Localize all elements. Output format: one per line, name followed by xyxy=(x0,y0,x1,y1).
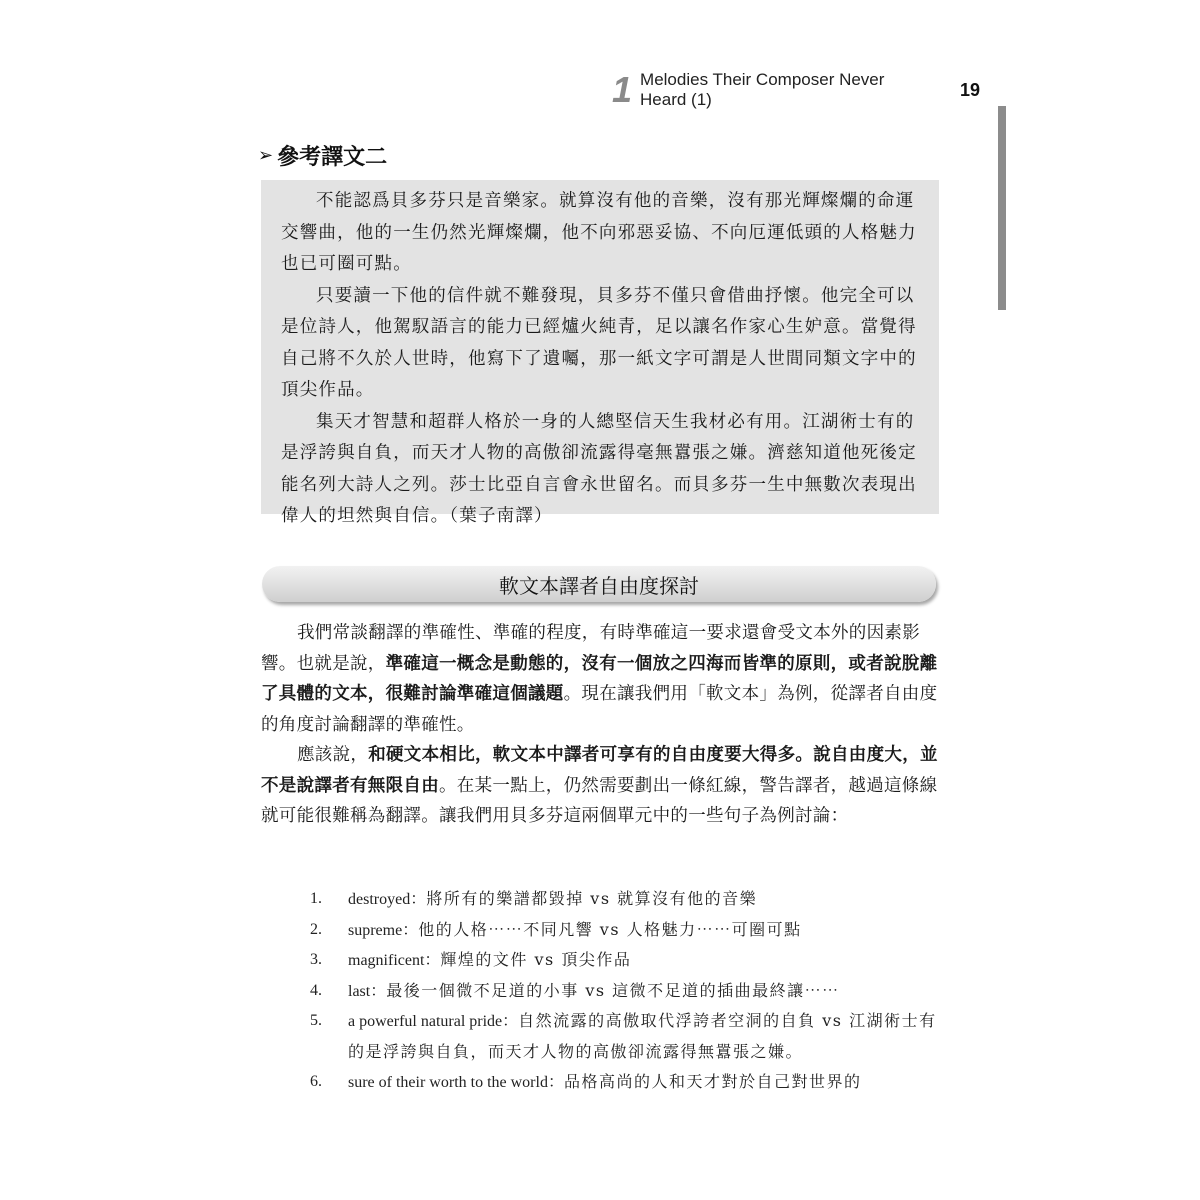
page-number: 19 xyxy=(959,79,980,100)
running-header xyxy=(600,70,980,110)
discussion-title-text: 軟文本譯者自由度探討 xyxy=(499,573,699,598)
p2-bold-1: 和硬文本相比，軟文本中譯者可享有的自由度要大得多。說自由度大，並不是說譯者有無限自由 xyxy=(261,745,938,796)
p1-text-2: 。現在讓我們用「軟文本」為例，從譯者自由度的角度討論翻譯的準確性。 xyxy=(261,684,938,735)
chapter-side-tab xyxy=(998,106,1006,310)
item-english: a powerful natural pride： xyxy=(348,1013,519,1030)
discussion-section-title xyxy=(262,566,936,602)
list-item xyxy=(310,1006,950,1067)
reference-translation-box xyxy=(261,180,939,526)
p2-text-2: 。在某一點上，仍然需要劃出一條紅線，警告譯者，越過這條線就可能很難稱為翻譯。讓我們用貝多芬這兩個單元中的一些句子為例討論： xyxy=(261,775,938,826)
item-chinese: 將所有的樂譜都毀掉 vs 就算沒有他的音樂 xyxy=(426,889,758,908)
reference-paragraph-3: 集天才智慧和超群人格於一身的人總堅信天生我材必有用。江湖術士有的是浮誇與自負，而天才人物的高傲卻流露得毫無囂張之嫌。濟慈知道他死後定能名列大詩人之列。莎士比亞自言會永世留名。而貝多芬一生中無數次表現出偉人的坦然與自信。（葉子南譯） xyxy=(281,411,917,526)
discussion-paragraph-2 xyxy=(261,740,941,832)
reference-heading-text: 參考譯文二 xyxy=(277,145,388,170)
examples-list xyxy=(310,884,950,1098)
p2-text-1: 應該說， xyxy=(297,745,369,765)
chapter-number: 1 xyxy=(612,69,633,110)
item-english: supreme： xyxy=(348,921,419,939)
discussion-body xyxy=(261,618,941,832)
item-chinese: 他的人格⋯⋯不同凡響 vs 人格魅力⋯⋯可圈可點 xyxy=(418,919,802,939)
item-english: last： xyxy=(348,982,387,1000)
running-title: Melodies Their Composer Never Heard (1) xyxy=(640,70,885,109)
item-number: 1. xyxy=(310,890,322,907)
item-chinese: 品格高尚的人和天才對於自己對世界的 xyxy=(563,1072,862,1091)
p1-bold-1: 準確這一概念是動態的，沒有一個放之四海而皆準的原則，或者說脫離了具體的文本，很難討論準確這個議題 xyxy=(261,653,938,704)
reference-paragraph-2: 只要讀一下他的信件就不難發現，貝多芬不僅只會借曲抒懷。他完全可以是位詩人，他駕馭語言的能力已經爐火純青，足以讓名作家心生妒意。當覺得自己將不久於人世時，他寫下了遺囑，那一紙文字可謂是人世間同類文字中的頂尖作品。 xyxy=(281,285,917,400)
item-number: 4. xyxy=(310,981,322,999)
item-chinese: 輝煌的文件 vs 頂尖作品 xyxy=(440,950,632,969)
item-number: 6. xyxy=(310,1073,322,1090)
reference-paragraph-1: 不能認爲貝多芬只是音樂家。就算沒有他的音樂，沒有那光輝燦爛的命運交響曲，他的一生仍然光輝燦爛，他不向邪惡妥協、不向厄運低頭的人格魅力也已可圈可點。 xyxy=(281,191,917,274)
item-number: 5. xyxy=(310,1012,322,1029)
item-english: destroyed： xyxy=(348,891,427,908)
list-item xyxy=(310,915,950,946)
list-item xyxy=(310,945,950,976)
item-number: 3. xyxy=(310,951,322,968)
p1-text-1: 我們常談翻譯的準確性、準確的程度，有時準確這一要求還會受文本外的因素影響。也就是說， xyxy=(261,623,920,674)
item-english: magnificent： xyxy=(348,952,441,969)
reference-translation-heading xyxy=(258,140,387,171)
item-chinese: 最後一個微不足道的小事 vs 這微不足道的插曲最終讓⋯⋯ xyxy=(386,980,840,1000)
item-english: sure of their worth to the world： xyxy=(348,1074,564,1091)
item-number: 2. xyxy=(310,920,322,938)
discussion-paragraph-1 xyxy=(261,618,941,740)
list-item xyxy=(310,1067,950,1098)
list-item xyxy=(310,976,950,1007)
list-item xyxy=(310,884,950,915)
arrow-bullet-icon: ➢ xyxy=(258,145,274,166)
item-chinese: 自然流露的高傲取代浮誇者空洞的自負 vs 江湖術士有的是浮誇與自負，而天才人物的高傲卻流露得無囂張之嫌。 xyxy=(348,1011,937,1061)
